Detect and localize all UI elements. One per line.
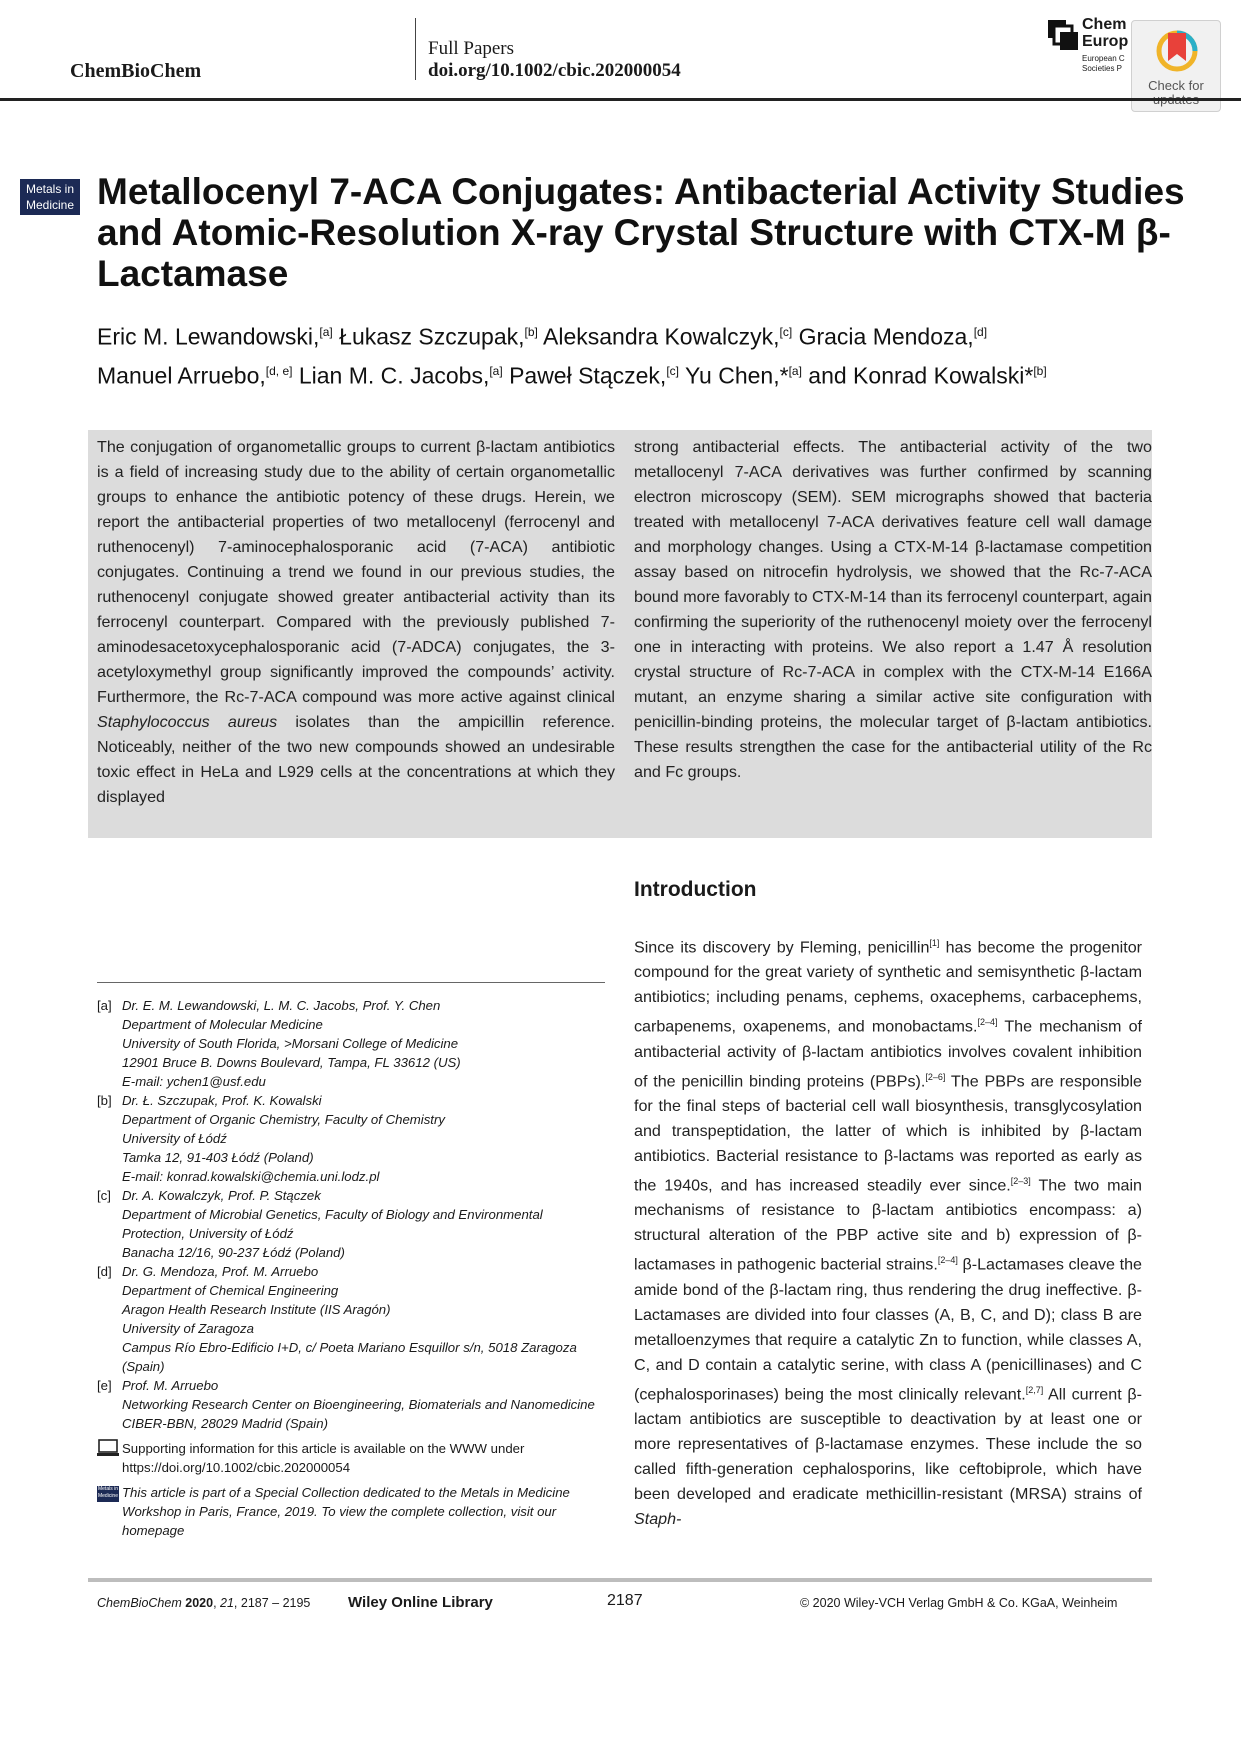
author-name: Manuel Arruebo, [97,362,266,389]
author-affiliation-mark: [a] [788,363,802,378]
affiliation-tag: [a] [97,998,112,1013]
affiliation-line: E-mail: ychen1@usf.edu [122,1074,266,1089]
chemistry-europe-logo-icon [1046,18,1086,52]
doi-link[interactable]: doi.org/10.1002/cbic.202000054 [428,60,681,81]
page-number: 2187 [607,1592,643,1609]
publisher-logo-text: Chem Europ [1082,16,1129,50]
header-rule [0,98,1241,101]
author-affiliation-mark: [d, e] [265,363,293,378]
affiliation-entry [97,1376,605,1433]
affiliation-tag: [b] [97,1093,112,1108]
affiliation-line: Networking Research Center on Bioengineering, Biomaterials and Nanomedicine [122,1397,595,1412]
author-affiliation-mark: [c] [666,363,679,378]
author-list [97,315,1217,392]
affiliation-line: Dr. G. Mendoza, Prof. M. Arruebo [122,1264,319,1279]
author-name: Aleksandra Kowalczyk, [543,323,780,350]
affiliation-tag: [d] [97,1264,112,1279]
affiliation-line: University of Łódź [122,1131,227,1146]
author-affiliation-mark: [b] [1033,363,1047,378]
author-name: Łukasz Szczupak, [339,323,525,350]
journal-name: ChemBioChem [70,60,202,82]
check-updates-label: Check for [1148,78,1204,93]
copyright: © 2020 Wiley-VCH Verlag GmbH & Co. KGaA, Weinheim [800,1596,1118,1610]
affiliation-line: Department of Molecular Medicine [122,1017,323,1032]
author-affiliation-mark: [a] [319,325,333,339]
author-name: Eric M. Lewandowski, [97,323,320,350]
author-affiliation-mark: [a] [489,363,503,378]
introduction-text: Since its discovery by Fleming, penicillin[1] has become the progenitor compound for the great variety of synthetic and semisynthetic β-lactam antibiotics; including penams, cephems, oxacephems, carbacephems, carbapenems, oxapenems, and monobactams.[2–4] The mechanism of antibacterial activity of β-lactam antibiotics involves covalent inhibition of the penicillin binding proteins (PBPs).[2–6] The PBPs are responsible for the final steps of bacterial cell wall biosynthesis, transglycosylation and transpeptidation, the latter of which is inhibited by β-lactam antibiotics. Bacterial resistance to β-lactams was reported as early as the 1940s, and has increased steadily ever since.[2–3] The two main mechanisms of resistance to β-lactam antibiotics encompass: a) structural alteration of the PBP active site and b) expression of β-lactamases in pathogenic bacterial strains.[2–4] β-Lactamases cleave the amide bond of the β-lactam ring, thus rendering the drug ineffective. β-Lactamases are divided into four classes (A, B, C, and D); class B are metalloenzymes that require a catalytic Zn to function, while classes A, C, and D contain a catalytic serine, with class A (penicillinases) and C (cephalosporinases) being the most clinically relevant.[2,7] All current β-lactam antibiotics are susceptible to deactivation by at least one or more representatives of β-lactamase enzymes. These include the so called fifth-generation cephalosporins, like ceftobiprole, which have been developed and eradicate methicillin-resistant (MRSA) strains of Staph- [634,938,1143,1529]
author-name: Gracia Mendoza, [798,323,974,350]
affiliation-line: Banacha 12/16, 90-237 Łódź (Poland) [122,1245,345,1260]
affiliation-line: Dr. Ł. Szczupak, Prof. K. Kowalski [122,1093,322,1108]
special-collection-note: Metals in Medicine This article is part of a Special Collection dedicated to the Metals in Medicine Workshop in Paris, France, 2019. To view the complete collection, visit our homepage [97,1485,570,1538]
affiliations [97,996,605,1540]
affiliation-line: E-mail: konrad.kowalski@chemia.uni.lodz.pl [122,1169,380,1184]
author-name: Yu Chen,* [684,362,789,389]
author-name: Paweł Stączek, [509,362,667,389]
supporting-info-note: Supporting information for this article is available on the WWW under https://doi.org/10.1002/cbic.202000054 [97,1439,605,1477]
affiliation-entry [97,1186,605,1262]
affiliations-rule [97,982,605,983]
affiliation-line: University of Zaragoza [122,1321,254,1336]
affiliation-line: Dr. E. M. Lewandowski, L. M. C. Jacobs, Prof. Y. Chen [122,998,441,1013]
footer-rule [88,1578,1152,1582]
affiliation-line: Aragon Health Research Institute (IIS Aragón) [122,1302,391,1317]
affiliation-line: Tamka 12, 91-403 Łódź (Poland) [122,1150,314,1165]
check-updates-icon [1156,27,1198,75]
affiliation-line: CIBER-BBN, 28029 Madrid (Spain) [122,1416,328,1431]
publisher-logo-subtext: European C Societies P [1082,54,1125,73]
article-title: Metallocenyl 7-ACA Conjugates: Antibacterial Activity Studies and Atomic-Resolution X-ray Crystal Structure with CTX-M β-Lactamase [97,171,1185,294]
affiliation-tag: [e] [97,1378,112,1393]
header-divider [415,18,416,80]
affiliation-line: Prof. M. Arruebo [122,1378,219,1393]
affiliation-line: Department of Microbial Genetics, Faculty of Biology and Environmental Protection, University of Łódź [122,1207,543,1241]
introduction-heading: Introduction [634,878,757,901]
affiliation-line: University of South Florida, >Morsani College of Medicine [122,1036,459,1051]
affiliation-line: 12901 Bruce B. Downs Boulevard, Tampa, FL 33612 (US) [122,1055,461,1070]
affiliation-line: Department of Chemical Engineering [122,1283,339,1298]
affiliation-line: Department of Organic Chemistry, Faculty of Chemistry [122,1112,445,1127]
abstract-column-left: The conjugation of organometallic groups to current β-lactam antibiotics is a field of increasing study due to the ability of certain organometallic groups to enhance the antibiotic potency of these drugs. Herein, we report the antibacterial properties of two metallocenyl (ferrocenyl and ruthenocenyl) 7-aminocephalosporanic acid (7-ACA) antibiotic conjugates. Continuing a trend we found in our previous studies, the ruthenocenyl conjugate showed greater antibacterial activity than its ferrocenyl counterpart. Compared with the previously published 7-aminodesacetoxycephalosporanic acid (7-ADCA) conjugates, the 3-acetyloxymethyl group significantly improved the compounds’ activity. Furthermore, the Rc-7-ACA compound was more active against clinical Staphylococcus aureus isolates than the ampicillin reference. Noticeably, neither of the two new compounds showed an undesirable toxic effect in HeLa and L929 cells at the concentrations at which they displayed [97,438,615,806]
collection-badge: Metals in Medicine [20,179,80,215]
affiliation-line: Dr. A. Kowalczyk, Prof. P. Stączek [122,1188,321,1203]
author-affiliation-mark: [d] [973,325,988,339]
section-label: Full Papers [428,38,515,59]
author-affiliation-mark: [b] [524,325,538,339]
computer-icon [97,1439,119,1457]
abstract-column-right: strong antibacterial effects. The antibacterial activity of the two metallocenyl 7-ACA derivatives was further confirmed by scanning electron microscopy (SEM). SEM micrographs showed that bacteria treated with metallocenyl 7-ACA derivatives feature cell wall damage and morphology changes. Using a CTX-M-14 β-lactamase competition assay based on nitrocefin hydrolysis, we showed that the Rc-7-ACA bound more favorably to CTX-M-14 than its ferrocenyl counterpart, again confirming the superiority of the ruthenocenyl moiety over the ferrocenyl one in interacting with proteins. We also report a 1.47 Å resolution crystal structure of Rc-7-ACA in complex with the CTX-M-14 E166A mutant, an enzyme sharing a similar active site configuration with penicillin-binding proteins, the molecular target of β-lactam antibiotics. These results strengthen the case for the antibacterial utility of the Rc and Fc groups. [634,438,1152,781]
affiliation-entry [97,1262,605,1376]
author-name: and Konrad Kowalski* [808,362,1034,389]
wiley-online-library-link[interactable]: Wiley Online Library [348,1594,493,1611]
affiliation-entry [97,996,605,1091]
affiliation-line: Campus Río Ebro-Edificio I+D, c/ Poeta Mariano Esquillor s/n, 5018 Zaragoza (Spain) [122,1340,577,1374]
author-affiliation-mark: [c] [779,325,793,339]
footer-citation: ChemBioChem 2020, 21, 2187 – 2195 [97,1596,311,1610]
mini-collection-badge: Metals in Medicine [97,1486,119,1502]
affiliation-entry [97,1091,605,1186]
affiliation-tag: [c] [97,1188,111,1203]
author-name: Lian M. C. Jacobs, [298,362,490,389]
